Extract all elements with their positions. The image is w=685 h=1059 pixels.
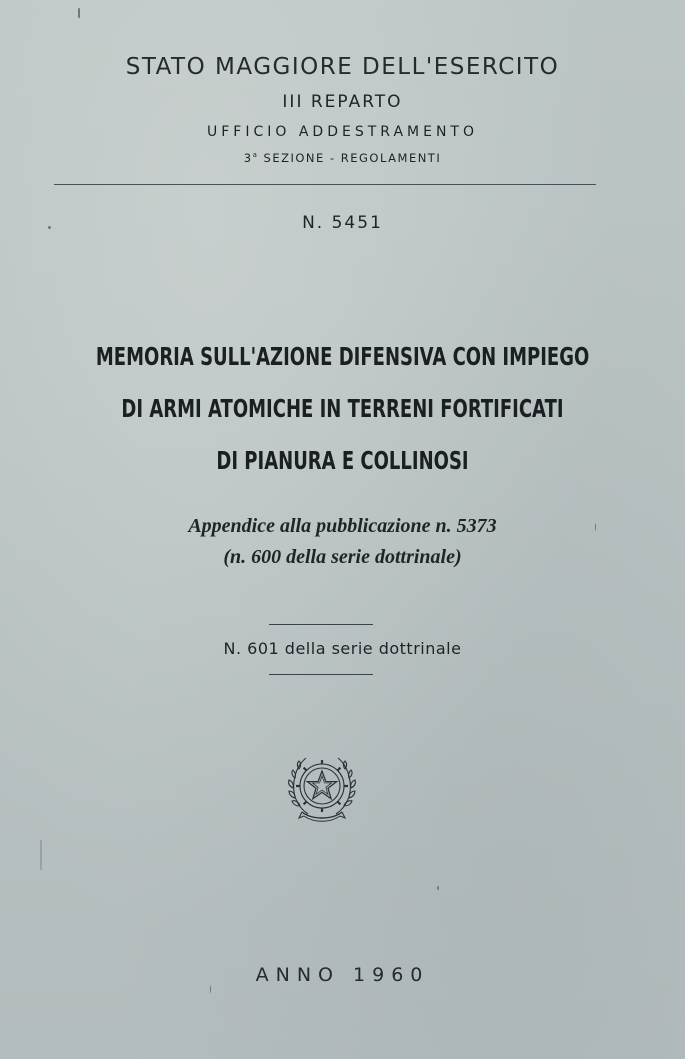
publication-year: ANNO 1960 bbox=[255, 964, 430, 986]
italian-republic-emblem-icon bbox=[286, 748, 358, 824]
title-line-2: DI ARMI ATOMICHE IN TERRENI FORTIFICATI bbox=[121, 394, 564, 423]
section-label: SEZIONE - REGOLAMENTI bbox=[258, 151, 442, 165]
section-heading bbox=[0, 151, 685, 165]
paper-speck bbox=[437, 886, 439, 890]
series-divider-top bbox=[269, 624, 373, 625]
appendix-line-1: Appendice alla pubblicazione n. 5373 bbox=[188, 515, 497, 537]
department-heading: III REPARTO bbox=[282, 92, 403, 112]
paper-speck bbox=[78, 8, 80, 18]
office-heading: UFFICIO ADDESTRAMENTO bbox=[207, 124, 478, 140]
section-number: 3 bbox=[243, 151, 253, 165]
paper-speck bbox=[595, 523, 596, 531]
paper-speck bbox=[40, 840, 42, 870]
title-line-1: MEMORIA SULL'AZIONE DIFENSIVA CON IMPIEGO bbox=[95, 342, 590, 371]
paper-speck bbox=[210, 985, 211, 993]
series-note: N. 601 della serie dottrinale bbox=[223, 639, 462, 658]
publication-number: N. 5451 bbox=[302, 213, 383, 233]
appendix-line-2: (n. 600 della serie dottrinale) bbox=[223, 546, 462, 568]
title-line-3: DI PIANURA E COLLINOSI bbox=[216, 446, 469, 475]
series-divider-bottom bbox=[269, 674, 373, 675]
organization-heading: STATO MAGGIORE DELL'ESERCITO bbox=[125, 54, 560, 80]
paper-speck bbox=[48, 226, 51, 229]
section-ordinal-suffix: a bbox=[252, 151, 259, 160]
header-divider bbox=[54, 184, 596, 185]
